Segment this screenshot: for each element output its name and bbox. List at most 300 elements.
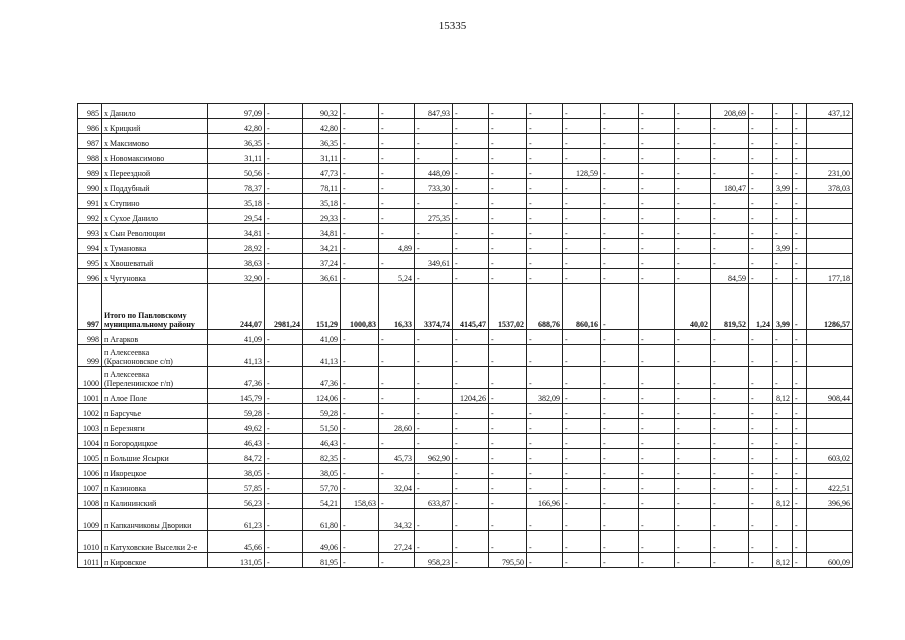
table-cell: - (675, 434, 711, 449)
table-row (78, 164, 853, 179)
table-cell: - (489, 149, 527, 164)
settlement-name: х Максимово (102, 134, 208, 149)
table-cell: - (265, 419, 303, 434)
table-cell: - (563, 330, 601, 345)
table-cell: - (527, 531, 563, 553)
settlement-name: х Крицкий (102, 119, 208, 134)
table-cell: 42,80 (208, 119, 265, 134)
table-cell: - (341, 367, 379, 389)
table-cell: - (793, 269, 807, 284)
table-cell: - (749, 134, 773, 149)
table-cell: 603,02 (807, 449, 853, 464)
table-cell: - (265, 149, 303, 164)
table-cell: 1,24 (749, 284, 773, 330)
table-cell: 61,23 (208, 509, 265, 531)
table-cell: - (793, 509, 807, 531)
table-cell: - (675, 254, 711, 269)
table-cell: 57,70 (303, 479, 341, 494)
table-cell: - (711, 464, 749, 479)
table-cell: - (527, 434, 563, 449)
table-cell: - (675, 531, 711, 553)
table-cell: - (265, 179, 303, 194)
table-cell: - (563, 179, 601, 194)
table-cell: - (749, 389, 773, 404)
table-cell: - (639, 434, 675, 449)
table-cell: 84,72 (208, 449, 265, 464)
table-cell: 40,02 (675, 284, 711, 330)
table-cell: 49,06 (303, 531, 341, 553)
table-cell: - (453, 224, 489, 239)
table-cell: 688,76 (527, 284, 563, 330)
table-cell: - (341, 254, 379, 269)
table-cell: - (711, 330, 749, 345)
table-row (78, 149, 853, 164)
table-cell: 34,81 (208, 224, 265, 239)
table-cell: 34,21 (303, 239, 341, 254)
table-cell: - (793, 449, 807, 464)
table-cell: 131,05 (208, 553, 265, 568)
table-cell: 31,11 (208, 149, 265, 164)
table-cell (807, 134, 853, 149)
table-cell: 34,32 (379, 509, 415, 531)
table-cell: 45,73 (379, 449, 415, 464)
settlement-name: п Кировское (102, 553, 208, 568)
table-cell: - (341, 104, 379, 119)
settlement-name: п Икорецкое (102, 464, 208, 479)
table-cell: - (793, 119, 807, 134)
table-cell: - (527, 104, 563, 119)
table-cell: - (601, 164, 639, 179)
table-cell: - (749, 494, 773, 509)
table-cell: - (379, 367, 415, 389)
table-row (78, 345, 853, 367)
table-cell: - (749, 479, 773, 494)
table-cell: - (773, 164, 793, 179)
table-cell: - (527, 553, 563, 568)
table-cell: 36,61 (303, 269, 341, 284)
table-cell: - (639, 389, 675, 404)
table-cell: 8,12 (773, 553, 793, 568)
table-cell: - (793, 531, 807, 553)
table-cell: - (749, 194, 773, 209)
table-cell: - (639, 494, 675, 509)
table-cell: 962,90 (415, 449, 453, 464)
table-cell: 56,23 (208, 494, 265, 509)
table-cell: - (341, 239, 379, 254)
table-cell: - (773, 149, 793, 164)
table-cell: - (415, 464, 453, 479)
table-cell: - (675, 479, 711, 494)
table-cell: - (563, 104, 601, 119)
table-row (78, 531, 853, 553)
table-cell: - (265, 345, 303, 367)
table-cell: - (773, 367, 793, 389)
table-cell: - (773, 509, 793, 531)
page-number: 15335 (438, 20, 467, 32)
table-cell: - (341, 464, 379, 479)
table-cell: - (341, 449, 379, 464)
table-cell: - (711, 194, 749, 209)
table-cell: - (265, 434, 303, 449)
row-index: 1002 (78, 404, 102, 419)
table-cell: - (749, 330, 773, 345)
table-cell: - (415, 531, 453, 553)
row-index: 996 (78, 269, 102, 284)
table-cell: 208,69 (711, 104, 749, 119)
table-cell: - (527, 269, 563, 284)
table-cell: 47,36 (303, 367, 341, 389)
table-cell: - (341, 194, 379, 209)
table-cell: - (711, 239, 749, 254)
table-cell: 37,24 (303, 254, 341, 269)
table-cell: - (489, 209, 527, 224)
table-cell: - (675, 330, 711, 345)
table-cell: - (563, 239, 601, 254)
table-cell: - (601, 419, 639, 434)
table-row (78, 434, 853, 449)
table-cell: 41,13 (208, 345, 265, 367)
table-cell: - (527, 479, 563, 494)
table-row (78, 224, 853, 239)
table-cell: - (773, 209, 793, 224)
table-cell: - (415, 367, 453, 389)
table-cell: - (601, 330, 639, 345)
table-cell: - (793, 284, 807, 330)
table-cell: - (601, 434, 639, 449)
table-cell (807, 209, 853, 224)
table-cell: - (639, 134, 675, 149)
table-cell: - (639, 330, 675, 345)
table-cell: - (489, 479, 527, 494)
table-cell: - (489, 434, 527, 449)
table-cell: - (265, 104, 303, 119)
row-index: 987 (78, 134, 102, 149)
table-cell: - (379, 389, 415, 404)
table-cell: - (453, 464, 489, 479)
table-cell: - (563, 553, 601, 568)
table-cell: - (415, 404, 453, 419)
table-cell (807, 330, 853, 345)
table-cell: - (379, 345, 415, 367)
table-cell: - (563, 509, 601, 531)
table-cell: 47,73 (303, 164, 341, 179)
table-cell: - (489, 269, 527, 284)
table-cell: 59,28 (303, 404, 341, 419)
table-cell: 180,47 (711, 179, 749, 194)
table-cell: - (527, 119, 563, 134)
table-cell: - (639, 164, 675, 179)
table-cell: - (773, 254, 793, 269)
table-row (78, 389, 853, 404)
table-cell: - (639, 419, 675, 434)
table-cell: 437,12 (807, 104, 853, 119)
table-cell: - (601, 389, 639, 404)
settlement-name: х Сын Революции (102, 224, 208, 239)
table-cell: - (793, 479, 807, 494)
table-cell: 90,32 (303, 104, 341, 119)
table-cell: - (749, 509, 773, 531)
table-cell: - (773, 269, 793, 284)
table-cell: - (711, 434, 749, 449)
table-cell: - (527, 224, 563, 239)
row-index: 990 (78, 179, 102, 194)
table-cell: - (711, 164, 749, 179)
table-cell: 38,05 (303, 464, 341, 479)
table-cell: - (749, 434, 773, 449)
table-cell: - (265, 164, 303, 179)
table-cell: - (563, 209, 601, 224)
table-cell: - (453, 119, 489, 134)
table-cell: - (639, 449, 675, 464)
table-cell: - (563, 119, 601, 134)
table-cell: - (489, 134, 527, 149)
table-cell: - (415, 434, 453, 449)
table-cell: 51,50 (303, 419, 341, 434)
table-cell: - (675, 389, 711, 404)
table-cell: - (415, 509, 453, 531)
table-cell: - (793, 345, 807, 367)
table-cell: - (749, 553, 773, 568)
table-cell: 36,35 (303, 134, 341, 149)
table-cell: 41,09 (208, 330, 265, 345)
table-cell: - (265, 404, 303, 419)
table-row (78, 464, 853, 479)
table-cell: - (563, 479, 601, 494)
table-cell: - (711, 419, 749, 434)
table-cell: 57,85 (208, 479, 265, 494)
table-cell: - (793, 367, 807, 389)
table-cell: - (341, 330, 379, 345)
table-cell: - (563, 494, 601, 509)
table-cell: 41,09 (303, 330, 341, 345)
table-cell: 32,04 (379, 479, 415, 494)
data-table (77, 103, 853, 568)
table-cell: - (711, 494, 749, 509)
table-cell: 8,12 (773, 494, 793, 509)
settlement-name: п Катуховские Выселки 2-е (102, 531, 208, 553)
table-cell: - (341, 224, 379, 239)
table-cell: - (527, 509, 563, 531)
row-index: 1010 (78, 531, 102, 553)
table-cell: - (675, 149, 711, 164)
table-cell: - (527, 464, 563, 479)
table-cell: - (563, 449, 601, 464)
table-row (78, 104, 853, 119)
table-cell (807, 194, 853, 209)
table-cell: - (563, 367, 601, 389)
table-cell: - (601, 209, 639, 224)
table-cell: - (749, 345, 773, 367)
table-cell: - (773, 449, 793, 464)
table-cell: - (675, 179, 711, 194)
table-cell: - (793, 389, 807, 404)
table-row (78, 269, 853, 284)
table-cell: - (773, 419, 793, 434)
table-row (78, 494, 853, 509)
table-cell: - (675, 345, 711, 367)
table-cell (807, 149, 853, 164)
row-index: 995 (78, 254, 102, 269)
table-cell: - (415, 330, 453, 345)
table-cell (807, 509, 853, 531)
table-cell (807, 404, 853, 419)
table-cell: - (773, 464, 793, 479)
table-cell: - (379, 404, 415, 419)
table-cell: - (453, 345, 489, 367)
table-cell (807, 434, 853, 449)
settlement-name: п Алое Поле (102, 389, 208, 404)
table-cell: - (379, 209, 415, 224)
table-cell: - (415, 134, 453, 149)
table-cell: - (601, 134, 639, 149)
table-cell: - (453, 479, 489, 494)
table-cell: - (793, 464, 807, 479)
table-cell: - (489, 404, 527, 419)
table-cell: 2981,24 (265, 284, 303, 330)
table-cell: 5,24 (379, 269, 415, 284)
table-cell: 59,28 (208, 404, 265, 419)
table-cell: 8,12 (773, 389, 793, 404)
table-cell: - (749, 179, 773, 194)
table-cell: - (711, 345, 749, 367)
table-cell: - (489, 179, 527, 194)
table-cell: - (415, 479, 453, 494)
table-cell: 27,24 (379, 531, 415, 553)
table-cell: 3,99 (773, 239, 793, 254)
table-cell: - (793, 209, 807, 224)
table-cell: - (711, 119, 749, 134)
table-cell: - (675, 494, 711, 509)
table-cell: - (675, 224, 711, 239)
table-cell: - (341, 479, 379, 494)
table-cell: - (341, 269, 379, 284)
table-cell: - (773, 345, 793, 367)
table-cell: - (601, 464, 639, 479)
table-cell: - (793, 104, 807, 119)
table-cell: 958,23 (415, 553, 453, 568)
table-cell: 38,63 (208, 254, 265, 269)
table-cell: - (639, 479, 675, 494)
settlement-name: п Агарков (102, 330, 208, 345)
settlement-name: п Богородицкое (102, 434, 208, 449)
table-cell: - (265, 449, 303, 464)
table-cell: - (675, 553, 711, 568)
row-index: 1004 (78, 434, 102, 449)
table-cell: - (563, 194, 601, 209)
table-cell: - (749, 224, 773, 239)
table-cell: - (489, 164, 527, 179)
table-cell: - (793, 239, 807, 254)
table-cell: - (675, 239, 711, 254)
table-cell: 1286,57 (807, 284, 853, 330)
table-cell: - (379, 179, 415, 194)
table-cell: 3,99 (773, 179, 793, 194)
table-row (78, 134, 853, 149)
table-cell: 633,87 (415, 494, 453, 509)
table-cell: - (415, 149, 453, 164)
table-cell: - (489, 419, 527, 434)
table-cell: 38,05 (208, 464, 265, 479)
settlement-name: п Капканчиковы Дворики (102, 509, 208, 531)
table-cell: 46,43 (208, 434, 265, 449)
table-cell: - (379, 149, 415, 164)
table-cell: - (453, 164, 489, 179)
table-cell (639, 284, 675, 330)
table-cell: - (415, 269, 453, 284)
table-cell: - (749, 239, 773, 254)
table-cell: - (601, 149, 639, 164)
table-cell: - (527, 164, 563, 179)
table-cell: - (489, 224, 527, 239)
table-cell (807, 254, 853, 269)
table-cell: - (453, 330, 489, 345)
table-cell: - (453, 449, 489, 464)
table-cell: 166,96 (527, 494, 563, 509)
table-cell: 847,93 (415, 104, 453, 119)
table-cell: - (563, 224, 601, 239)
table-cell: - (601, 104, 639, 119)
table-cell: - (773, 434, 793, 449)
table-cell: - (601, 509, 639, 531)
table-cell: - (379, 464, 415, 479)
table-cell: - (675, 449, 711, 464)
table-cell: 396,96 (807, 494, 853, 509)
table-cell: - (675, 419, 711, 434)
table-cell: - (489, 509, 527, 531)
table-cell: - (675, 269, 711, 284)
table-cell: - (265, 224, 303, 239)
table-cell: - (675, 209, 711, 224)
settlement-name: х Переездной (102, 164, 208, 179)
table-cell: - (527, 345, 563, 367)
table-cell: - (639, 149, 675, 164)
settlement-name: п Калининский (102, 494, 208, 509)
row-index: 1008 (78, 494, 102, 509)
table-cell: - (453, 209, 489, 224)
table-cell: 28,60 (379, 419, 415, 434)
row-index: 993 (78, 224, 102, 239)
table-row (78, 284, 853, 330)
table-cell: - (601, 254, 639, 269)
table-cell: - (527, 330, 563, 345)
row-index: 1009 (78, 509, 102, 531)
table-cell: 795,50 (489, 553, 527, 568)
row-index: 992 (78, 209, 102, 224)
settlement-name: х Данило (102, 104, 208, 119)
table-cell: - (265, 367, 303, 389)
table-row (78, 330, 853, 345)
table-cell: - (639, 224, 675, 239)
table-row (78, 449, 853, 464)
table-cell: - (527, 179, 563, 194)
settlement-name: х Ступино (102, 194, 208, 209)
table-cell: - (265, 553, 303, 568)
table-cell: 382,09 (527, 389, 563, 404)
table-cell: - (601, 404, 639, 419)
table-cell: - (675, 464, 711, 479)
table-cell: - (453, 254, 489, 269)
table-cell: - (265, 389, 303, 404)
table-cell: - (341, 119, 379, 134)
table-cell: - (265, 464, 303, 479)
row-index: 1006 (78, 464, 102, 479)
table-cell: - (341, 404, 379, 419)
table-cell (807, 239, 853, 254)
table-cell: - (527, 367, 563, 389)
table-cell: - (711, 254, 749, 269)
table-cell: 32,90 (208, 269, 265, 284)
table-cell: - (639, 464, 675, 479)
